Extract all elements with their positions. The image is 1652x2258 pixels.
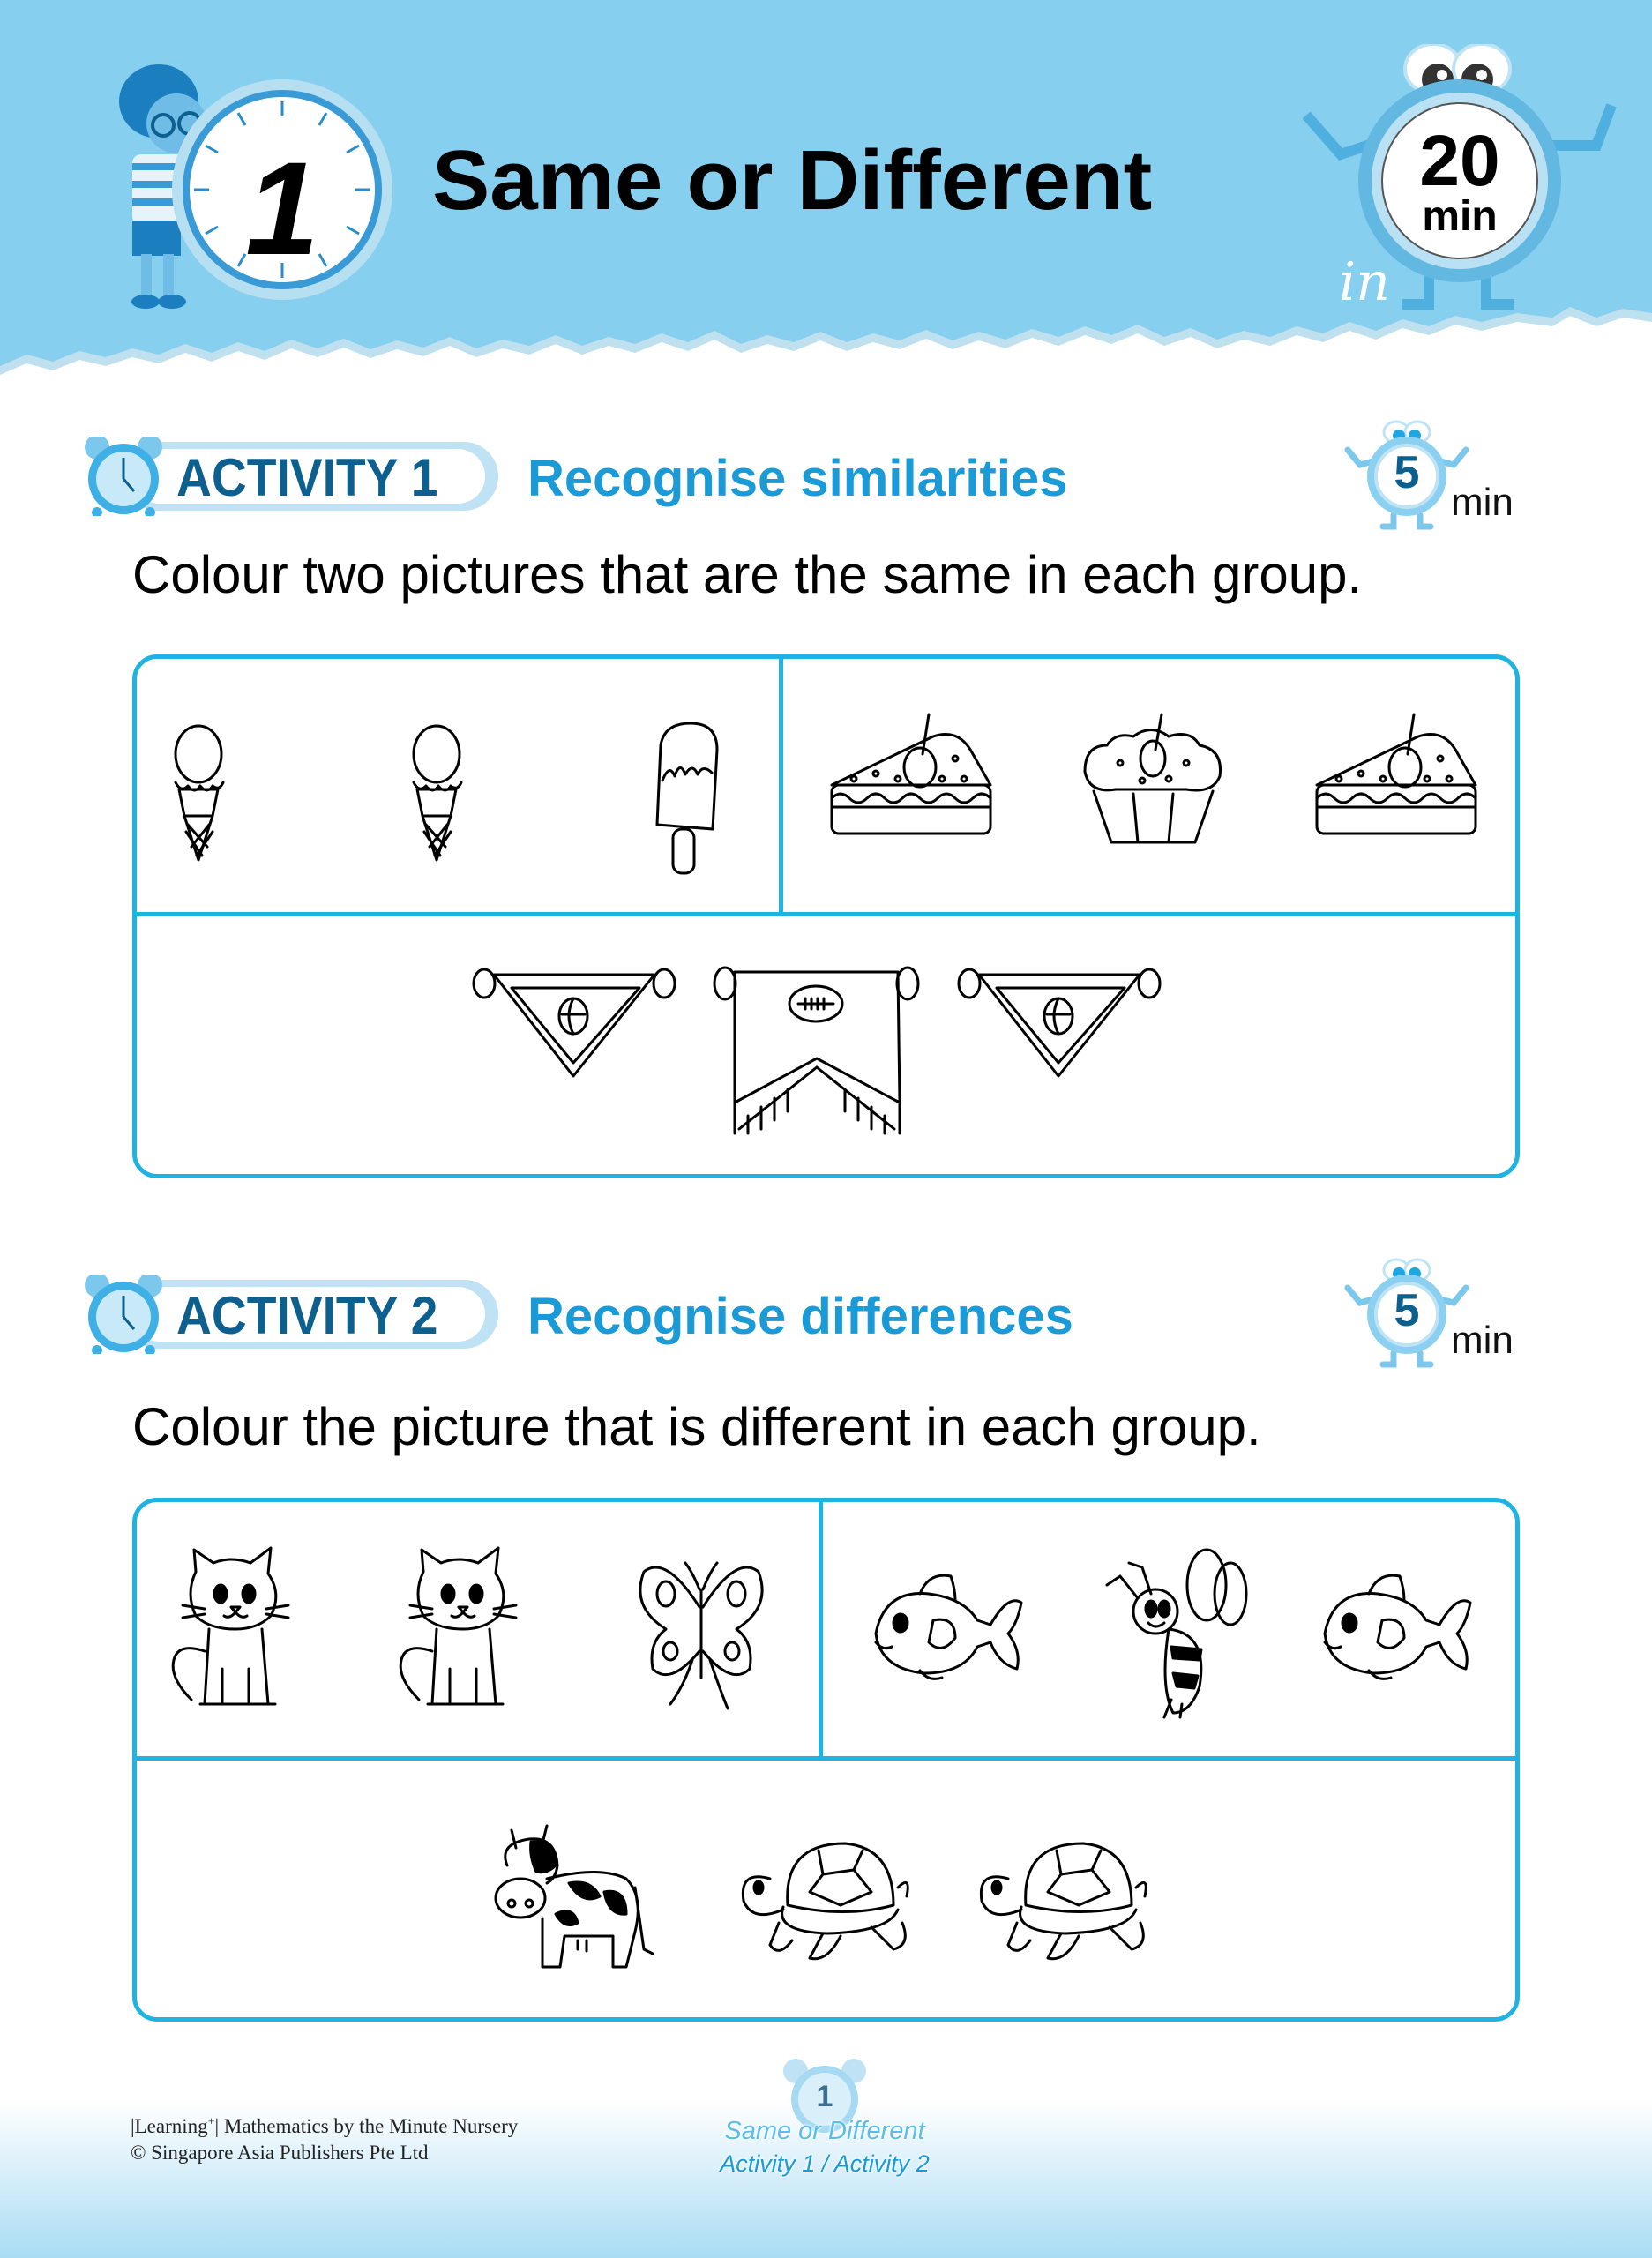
fish-picture[interactable]: [1316, 1572, 1475, 1686]
footer-chapter-number: 1: [816, 2080, 833, 2113]
activity-1-instruction: [132, 545, 1363, 604]
activity-1-label: ACTIVITY 1: [176, 448, 438, 507]
ice-cream-cone-picture[interactable]: [163, 719, 234, 864]
activity-1-time-value: 5: [1394, 447, 1420, 498]
turtle-picture[interactable]: [977, 1843, 1154, 1963]
total-time-value: 20: [1419, 121, 1500, 201]
divider: [819, 1502, 823, 1758]
instruction-highlight: different: [721, 1397, 911, 1456]
butterfly-picture[interactable]: [631, 1554, 772, 1713]
activity-2-time-unit: min: [1451, 1319, 1514, 1362]
football-banner-picture[interactable]: [713, 961, 920, 1138]
basketball-pennant-picture[interactable]: [957, 961, 1162, 1080]
chapter-number: 1: [245, 134, 319, 282]
instruction-text: in each group.: [925, 1397, 1261, 1456]
activity-1-time-unit: min: [1451, 481, 1514, 524]
divider: [779, 659, 783, 915]
cupcake-picture[interactable]: [1080, 710, 1226, 847]
bee-picture[interactable]: [1103, 1545, 1252, 1717]
basketball-pennant-picture[interactable]: [472, 961, 676, 1080]
total-time-unit: min: [1422, 193, 1498, 240]
cat-picture[interactable]: [397, 1545, 529, 1713]
divider: [137, 1756, 1515, 1761]
instruction-text: in each group.: [1026, 545, 1363, 604]
activity-2-instruction: [132, 1397, 1261, 1456]
cake-slice-picture[interactable]: [1312, 710, 1480, 838]
cow-picture[interactable]: [494, 1817, 670, 1971]
instruction-text: Colour two pictures that are the: [132, 545, 868, 604]
turtle-picture[interactable]: [739, 1843, 916, 1963]
ice-cream-cone-picture[interactable]: [401, 719, 472, 864]
instruction-text: Colour the picture that is: [132, 1397, 706, 1456]
fish-picture[interactable]: [867, 1572, 1026, 1686]
copyright: © Singapore Asia Publishers Pte Ltd: [131, 2141, 429, 2164]
activity-1-title: Recognise similarities: [527, 450, 1068, 507]
ice-lolly-picture[interactable]: [647, 719, 730, 878]
footer-chapter-title: Same or Different: [724, 2117, 925, 2145]
activity-2-time-value: 5: [1394, 1285, 1420, 1336]
total-time-prefix: in: [1339, 251, 1390, 313]
footer-activities-ref: Activity 1 / Activity 2: [720, 2150, 930, 2177]
page-title: Same or Different: [432, 133, 1153, 228]
activity-2-title: Recognise differences: [527, 1288, 1073, 1345]
footer-publisher-info: [131, 2113, 518, 2166]
series-name: |Learning+| Mathematics by the Minute Nursery: [131, 2115, 519, 2137]
cat-picture[interactable]: [169, 1545, 302, 1713]
instruction-highlight: same: [882, 545, 1013, 604]
cake-slice-picture[interactable]: [827, 710, 995, 838]
activity-2-label: ACTIVITY 2: [176, 1286, 438, 1345]
divider: [137, 912, 1515, 916]
